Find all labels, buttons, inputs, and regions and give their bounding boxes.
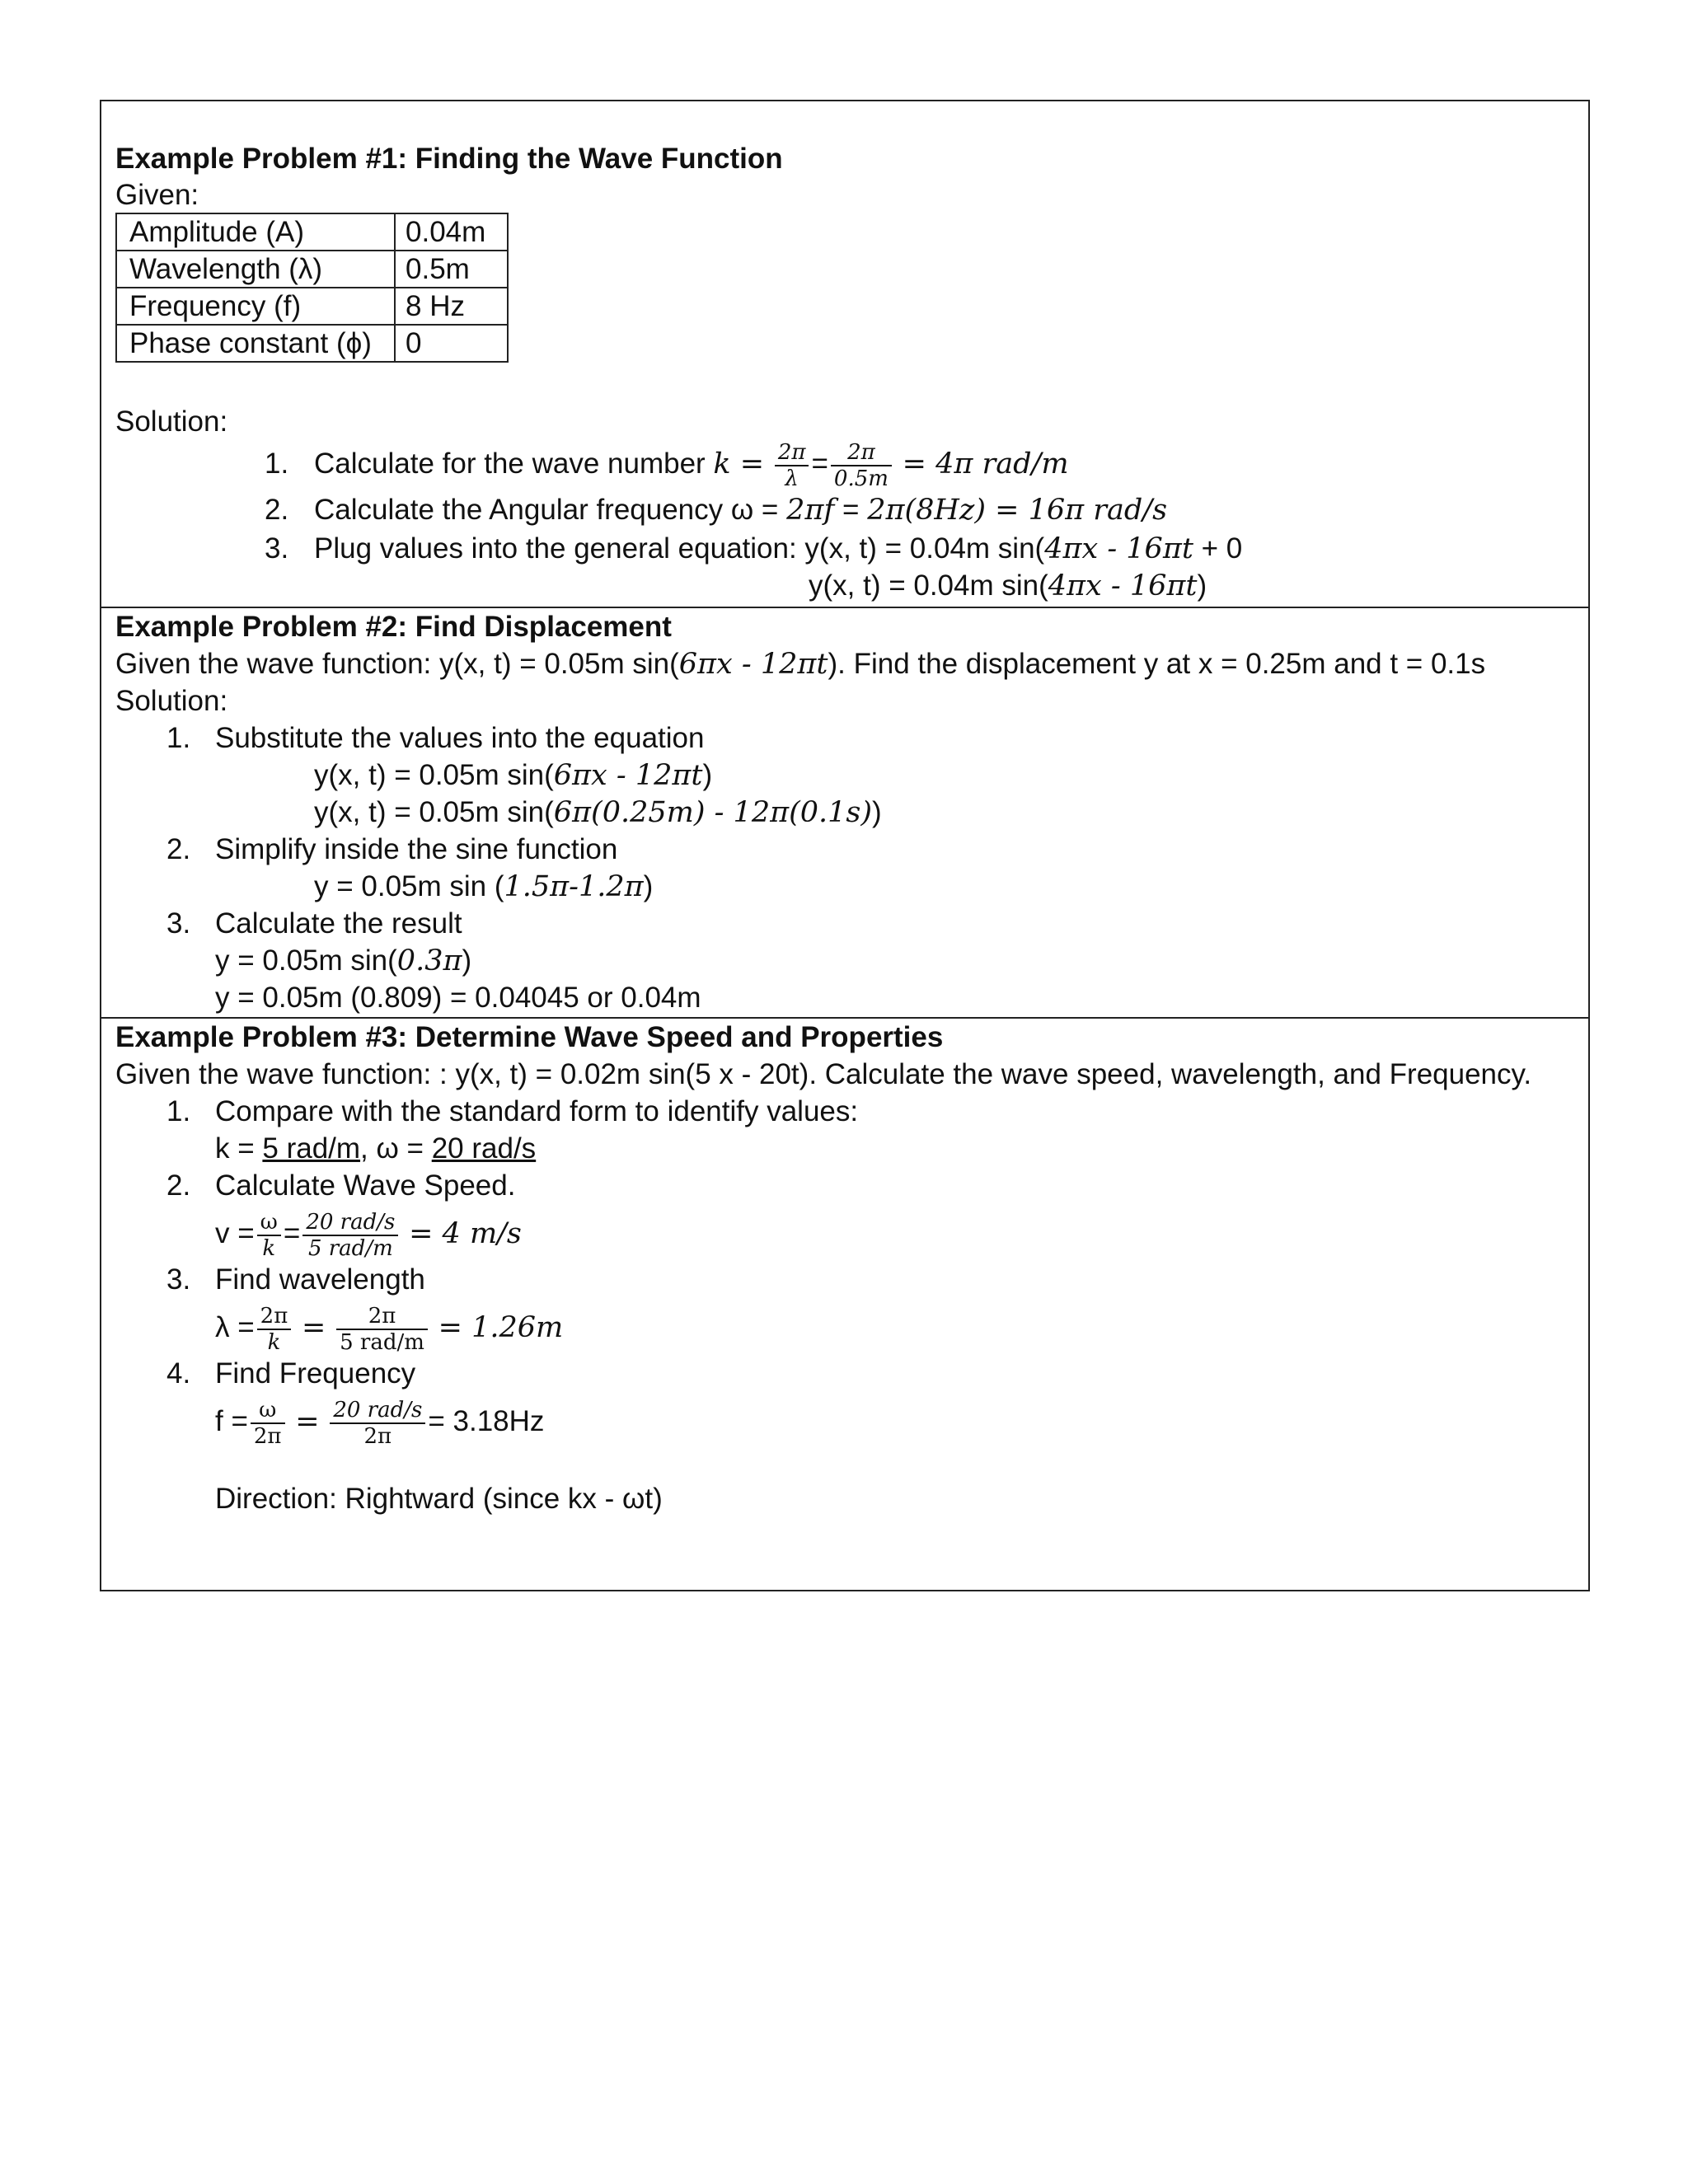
- denominator: 5 rad/m: [340, 1329, 424, 1355]
- step-number: 2.: [166, 1169, 191, 1202]
- equation-text: y = 0.05m sin (: [314, 870, 504, 902]
- final-wave-function: [809, 568, 1207, 604]
- denominator: 2π: [363, 1423, 392, 1449]
- given-value: 0.5m: [395, 251, 508, 288]
- math: 6πx - 12πt: [678, 648, 828, 681]
- equation-text: λ =: [215, 1311, 255, 1343]
- step-text: Calculate the Angular frequency ω =: [314, 494, 787, 526]
- math: 6π(0.25m) - 12π(0.1s): [553, 796, 873, 829]
- given-label: Frequency (f): [116, 288, 395, 325]
- equation: [215, 943, 471, 979]
- step-text: + 0: [1193, 532, 1243, 565]
- step-number: 3.: [166, 1263, 191, 1296]
- step-text: Find Frequency: [215, 1357, 416, 1390]
- math: 4πx - 16πt: [1048, 569, 1198, 602]
- equation-text: y(x, t) = 0.04m sin(: [809, 569, 1048, 602]
- equation-text: f =: [215, 1405, 248, 1437]
- equation: [314, 869, 653, 905]
- equation-text: y(x, t) = 0.05m sin(: [314, 759, 554, 791]
- problem-2-title: Example Problem #2: Find Displacement: [115, 611, 672, 643]
- given-value: 0: [395, 325, 508, 362]
- given-text: ). Find the displacement y at x = 0.25m and t = 0.1s: [828, 648, 1486, 680]
- step-text: Simplify inside the sine function: [215, 833, 618, 865]
- frequency-equation: [215, 1389, 544, 1455]
- result: = 1.26m: [438, 1311, 564, 1344]
- divider: [101, 607, 1588, 608]
- equation-text: y = 0.05m sin(: [215, 944, 397, 977]
- problem-1-given-label: Given:: [115, 179, 199, 211]
- direction-text: Direction: Rightward (since kx - ωt): [215, 1483, 663, 1515]
- step-number: 1.: [265, 448, 289, 480]
- result: = 4 m/s: [409, 1217, 522, 1250]
- step-number: 1.: [166, 1095, 191, 1127]
- wave-number-step: [314, 434, 1069, 494]
- problem-3-given: Given the wave function: : y(x, t) = 0.02m sin(5 x - 20t). Calculate the wave speed, wavelength, and Frequency.: [115, 1058, 1532, 1090]
- table-row: [116, 325, 508, 362]
- angular-frequency-step: [314, 492, 1167, 528]
- given-value: 8 Hz: [395, 288, 508, 325]
- equals-sign: =: [295, 1405, 320, 1438]
- problem-1-title: Example Problem #1: Finding the Wave Function: [115, 143, 783, 175]
- given-value: 0.04m: [395, 213, 508, 251]
- wave-speed-equation: [215, 1201, 522, 1267]
- k-label: k =: [215, 1132, 263, 1165]
- math: 6πx - 12πt: [553, 759, 703, 792]
- k-symbol: k =: [713, 448, 765, 480]
- table-row: [116, 213, 508, 251]
- equation-text: ): [872, 796, 882, 828]
- step-text: Calculate Wave Speed.: [215, 1169, 516, 1202]
- given-label: Amplitude (A): [116, 213, 395, 251]
- omega-label: , ω =: [360, 1132, 432, 1165]
- k-value: 5 rad/m: [262, 1132, 361, 1165]
- result: = 4π rad/m: [902, 448, 1069, 480]
- fraction: [336, 1304, 428, 1355]
- numerator: 2π: [336, 1304, 428, 1330]
- math: 2π(8Hz) = 16π rad/s: [867, 494, 1168, 527]
- step-number: 4.: [166, 1357, 191, 1390]
- fraction: [831, 440, 892, 491]
- problem-3-title: Example Problem #3: Determine Wave Speed and Properties: [115, 1021, 944, 1053]
- given-table: [115, 213, 509, 363]
- numerator: 2π: [831, 440, 892, 466]
- wavelength-equation: [215, 1295, 563, 1361]
- denominator: k: [262, 1235, 276, 1261]
- step-text: Plug values into the general equation: y(x, t) = 0.04m sin(: [314, 532, 1045, 565]
- numerator: ω: [251, 1398, 285, 1424]
- math: 0.3π: [396, 944, 462, 977]
- step-number: 1.: [166, 722, 191, 754]
- numerator: 2π: [257, 1304, 292, 1330]
- denominator: λ: [785, 466, 799, 491]
- equation: [314, 757, 712, 794]
- general-equation-step: [314, 531, 1242, 567]
- fraction: [775, 440, 809, 491]
- equation-text: v =: [215, 1217, 255, 1249]
- table-row: [116, 251, 508, 288]
- equals-sign: =: [834, 494, 868, 526]
- step-number: 3.: [265, 532, 289, 565]
- omega-value: 20 rad/s: [431, 1132, 537, 1165]
- equals-sign: =: [302, 1311, 326, 1344]
- problem-1-solution-label: Solution:: [115, 405, 228, 438]
- equation-text: ): [462, 944, 472, 977]
- equation: y = 0.05m (0.809) = 0.04045 or 0.04m: [215, 982, 701, 1014]
- step-number: 3.: [166, 907, 191, 940]
- given-label: Phase constant (ϕ): [116, 325, 395, 362]
- problem-2-solution-label: Solution:: [115, 685, 228, 717]
- problems-box: [100, 100, 1590, 1591]
- step-text: Compare with the standard form to identify values:: [215, 1095, 859, 1127]
- step-text: Calculate the result: [215, 907, 462, 940]
- fraction: [302, 1210, 398, 1261]
- equation-text: y(x, t) = 0.05m sin(: [314, 796, 554, 828]
- numerator: 2π: [775, 440, 809, 466]
- table-row: [116, 288, 508, 325]
- equals-sign: =: [811, 448, 828, 480]
- step-number: 2.: [166, 833, 191, 865]
- fraction: [257, 1210, 281, 1261]
- equals-sign: =: [283, 1217, 301, 1249]
- divider: [101, 1017, 1588, 1019]
- fraction: [257, 1304, 292, 1355]
- numerator: 20 rad/s: [330, 1398, 425, 1424]
- numerator: ω: [257, 1210, 281, 1236]
- result: = 3.18Hz: [428, 1405, 545, 1437]
- numerator: 20 rad/s: [302, 1210, 398, 1236]
- step-text: Calculate for the wave number: [314, 448, 706, 480]
- given-label: Wavelength (λ): [116, 251, 395, 288]
- math: 1.5π-1.2π: [504, 870, 644, 903]
- problem-2-given: [115, 646, 1485, 682]
- math: 2πf: [786, 494, 835, 527]
- fraction: [251, 1398, 285, 1449]
- step-text: Find wavelength: [215, 1263, 425, 1296]
- math: 4πx - 16πt: [1044, 532, 1193, 565]
- identified-values: [215, 1131, 536, 1167]
- fraction: [330, 1398, 425, 1449]
- denominator: 5 rad/m: [307, 1235, 393, 1261]
- equation-text: ): [643, 870, 654, 902]
- equation: [314, 794, 882, 831]
- equation-text: ): [702, 759, 713, 791]
- step-text: Substitute the values into the equation: [215, 722, 705, 754]
- denominator: 2π: [253, 1423, 282, 1449]
- step-number: 2.: [265, 494, 289, 526]
- equation-text: ): [1197, 569, 1207, 602]
- denominator: 0.5m: [833, 466, 889, 491]
- given-text: Given the wave function: y(x, t) = 0.05m sin(: [115, 648, 679, 680]
- denominator: k: [267, 1329, 281, 1355]
